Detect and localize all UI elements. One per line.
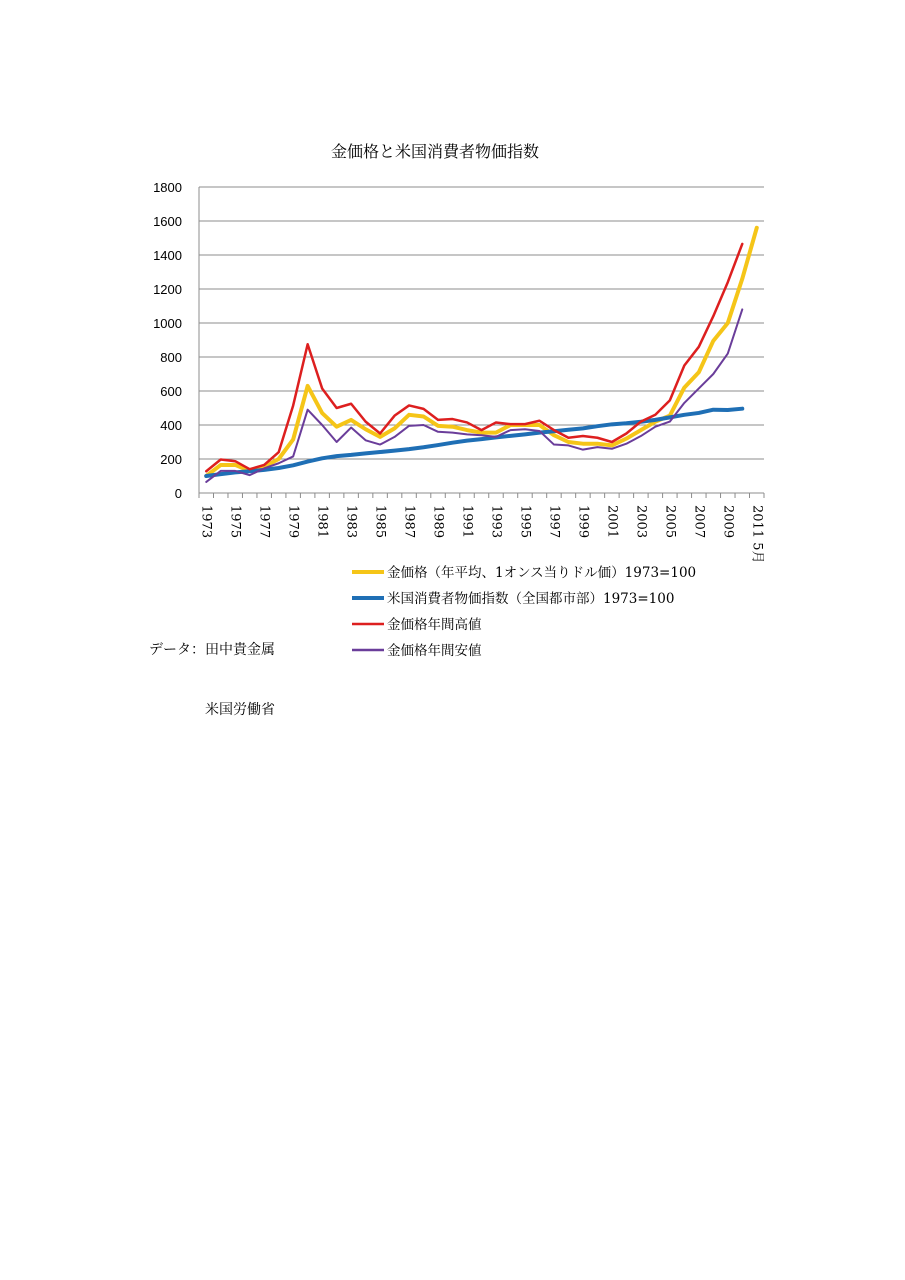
x-tick-label: 2007 — [691, 505, 707, 539]
x-tick-label: 1999 — [575, 505, 591, 539]
x-tick-label: 1983 — [343, 505, 359, 539]
x-tick-label: 1973 — [198, 505, 214, 539]
x-tick-label: 1981 — [314, 505, 330, 539]
series-line-3 — [206, 244, 742, 471]
y-axis-tick-labels — [153, 180, 182, 501]
y-tick-label: 1400 — [153, 248, 182, 263]
source-line-1: データ：田中貴金属 — [149, 642, 275, 658]
x-tick-label: 1991 — [459, 505, 475, 539]
y-tick-label: 800 — [160, 350, 182, 365]
grid-lines — [199, 187, 764, 459]
x-tick-label: 1979 — [285, 505, 301, 539]
legend-label: 金価格年間高値 — [387, 617, 482, 633]
y-tick-label: 200 — [160, 452, 182, 467]
series-line-2 — [206, 409, 742, 476]
x-tick-label: 1997 — [546, 505, 562, 539]
x-tick-label: 2011 5月 — [749, 505, 765, 564]
data-source-note — [149, 600, 275, 740]
x-tick-label: 1975 — [227, 505, 243, 539]
series-line-4 — [206, 309, 742, 482]
x-tick-label: 1993 — [488, 505, 504, 539]
x-tick-label: 2003 — [633, 505, 649, 539]
x-tick-label: 1985 — [372, 505, 388, 539]
x-tick-label: 2005 — [662, 505, 678, 539]
legend-label: 米国消費者物価指数（全国都市部）1973=100 — [387, 591, 675, 607]
y-tick-label: 1800 — [153, 180, 182, 195]
x-tick-label: 1987 — [401, 505, 417, 539]
chart-title: 金価格と米国消費者物価指数 — [330, 142, 540, 161]
series-lines — [206, 228, 757, 482]
x-tick-label: 1989 — [430, 505, 446, 539]
y-tick-label: 600 — [160, 384, 182, 399]
x-tick-label: 2001 — [604, 505, 620, 539]
x-tick-label: 1977 — [256, 505, 272, 539]
source-line-2: 米国労働省 — [149, 702, 275, 718]
legend-label: 金価格（年平均、1オンス当りドル価）1973=100 — [387, 565, 697, 581]
y-tick-label: 1600 — [153, 214, 182, 229]
legend-label: 金価格年間安値 — [387, 643, 482, 659]
x-tick-label: 2009 — [720, 505, 736, 539]
legend — [352, 564, 696, 659]
y-tick-label: 0 — [174, 486, 182, 501]
y-tick-label: 1000 — [153, 316, 182, 331]
x-axis-tick-labels — [199, 505, 765, 564]
x-tick-label: 1995 — [517, 505, 533, 539]
y-tick-label: 400 — [160, 418, 182, 433]
y-tick-label: 1200 — [153, 282, 182, 297]
